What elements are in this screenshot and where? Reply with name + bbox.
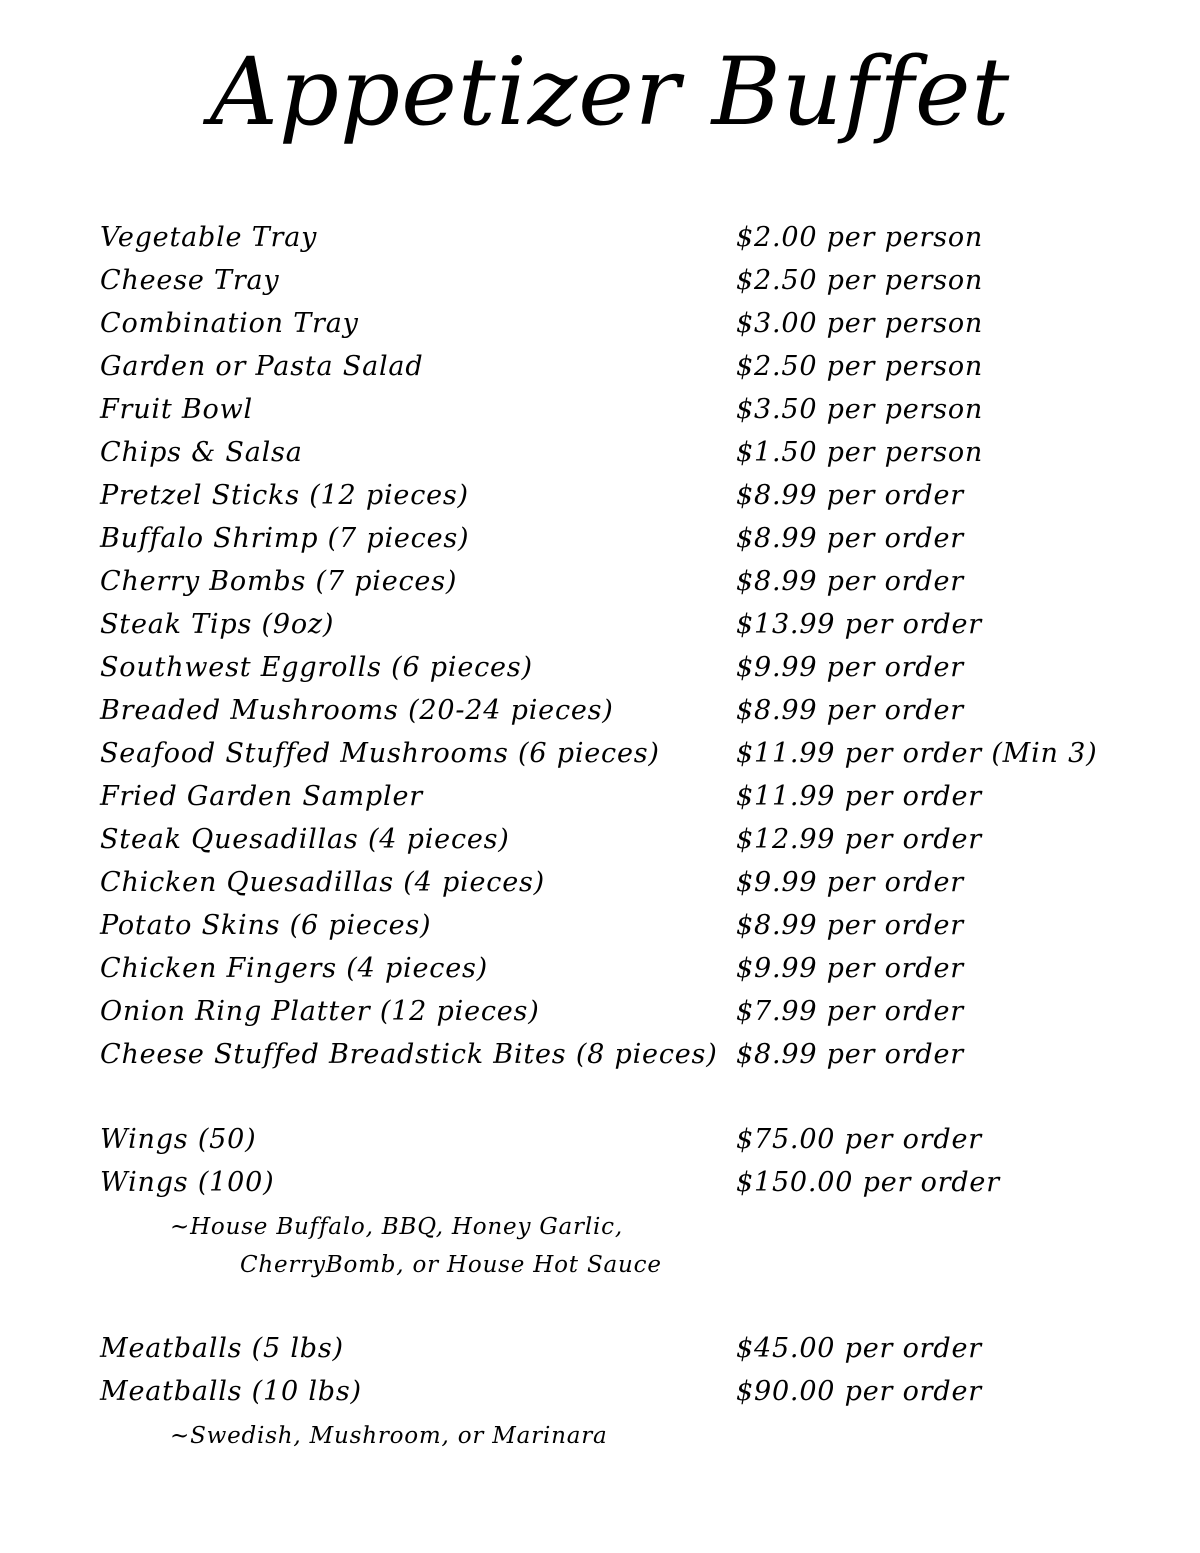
item-name: Meatballs (5 lbs) — [100, 1333, 344, 1364]
menu-row — [100, 603, 1160, 646]
item-price: $45.00 per order — [736, 1333, 982, 1364]
item-price: $9.99 per order — [736, 652, 964, 683]
item-name: Garden or Pasta Salad — [100, 351, 424, 382]
item-name: Cheese Tray — [100, 265, 280, 296]
item-name: Steak Quesadillas (4 pieces) — [100, 824, 510, 855]
item-price: $2.50 per person — [736, 265, 984, 296]
menu-row — [100, 474, 1160, 517]
meatballs-sauce-note: ~Swedish, Mushroom, or Marinara — [170, 1423, 608, 1449]
item-price: $90.00 per order — [736, 1376, 982, 1407]
item-price: $1.50 per person — [736, 437, 984, 468]
item-price: $8.99 per order — [736, 480, 964, 511]
wings-sauce-note-continued: CherryBomb, or House Hot Sauce — [240, 1252, 662, 1278]
item-price: $3.00 per person — [736, 308, 984, 339]
item-price: $9.99 per order — [736, 867, 964, 898]
menu-row — [100, 861, 1160, 904]
item-name: Potato Skins (6 pieces) — [100, 910, 432, 941]
item-name: Cheese Stuffed Breadstick Bites (8 pieces) — [100, 1039, 718, 1070]
menu-row — [100, 216, 1160, 259]
item-name: Wings (50) — [100, 1124, 257, 1155]
item-price: $11.99 per order — [736, 781, 982, 812]
menu-row — [100, 775, 1160, 818]
item-price: $3.50 per person — [736, 394, 984, 425]
wings-sauce-note: ~House Buffalo, BBQ, Honey Garlic, — [170, 1214, 623, 1240]
item-price: $2.00 per person — [736, 222, 984, 253]
item-name: Steak Tips (9oz) — [100, 609, 335, 640]
menu-row — [100, 345, 1160, 388]
menu-row — [100, 431, 1160, 474]
item-name: Chicken Quesadillas (4 pieces) — [100, 867, 545, 898]
item-price: $8.99 per order — [736, 1039, 964, 1070]
menu-row — [100, 689, 1160, 732]
item-name: Combination Tray — [100, 308, 359, 339]
item-name: Chips & Salsa — [100, 437, 303, 468]
menu-row — [100, 517, 1160, 560]
item-price: $13.99 per order — [736, 609, 982, 640]
item-price: $12.99 per order — [736, 824, 982, 855]
item-name: Pretzel Sticks (12 pieces) — [100, 480, 469, 511]
meatballs-section — [100, 1327, 1160, 1455]
page-title: Appetizer Buffet — [210, 38, 1011, 147]
menu-row — [100, 560, 1160, 603]
menu-row — [100, 1327, 1160, 1370]
item-price: $11.99 per order (Min 3) — [736, 738, 1098, 769]
menu-row — [100, 947, 1160, 990]
item-price: $2.50 per person — [736, 351, 984, 382]
appetizer-list — [100, 216, 1160, 1076]
menu-row — [100, 388, 1160, 431]
item-name: Fruit Bowl — [100, 394, 253, 425]
menu-row — [100, 302, 1160, 345]
item-name: Onion Ring Platter (12 pieces) — [100, 996, 540, 1027]
menu-row — [100, 990, 1160, 1033]
item-name: Vegetable Tray — [100, 222, 318, 253]
item-name: Southwest Eggrolls (6 pieces) — [100, 652, 533, 683]
item-name: Wings (100) — [100, 1167, 275, 1198]
item-name: Buffalo Shrimp (7 pieces) — [100, 523, 470, 554]
menu-row — [100, 818, 1160, 861]
item-name: Meatballs (10 lbs) — [100, 1376, 362, 1407]
menu-row — [100, 1161, 1160, 1204]
item-price: $9.99 per order — [736, 953, 964, 984]
item-price: $150.00 per order — [736, 1167, 1000, 1198]
item-price: $8.99 per order — [736, 695, 964, 726]
item-price: $8.99 per order — [736, 566, 964, 597]
menu-row — [100, 1370, 1160, 1413]
wings-section — [100, 1118, 1160, 1284]
menu-row — [100, 732, 1160, 775]
menu-row — [100, 1118, 1160, 1161]
item-price: $75.00 per order — [736, 1124, 982, 1155]
item-name: Breaded Mushrooms (20-24 pieces) — [100, 695, 614, 726]
item-name: Cherry Bombs (7 pieces) — [100, 566, 458, 597]
item-name: Seafood Stuffed Mushrooms (6 pieces) — [100, 738, 660, 769]
menu-row — [100, 646, 1160, 689]
item-price: $7.99 per order — [736, 996, 964, 1027]
menu-row — [100, 904, 1160, 947]
menu-row — [100, 259, 1160, 302]
item-price: $8.99 per order — [736, 523, 964, 554]
item-name: Fried Garden Sampler — [100, 781, 423, 812]
item-price: $8.99 per order — [736, 910, 964, 941]
menu-row — [100, 1033, 1160, 1076]
item-name: Chicken Fingers (4 pieces) — [100, 953, 488, 984]
